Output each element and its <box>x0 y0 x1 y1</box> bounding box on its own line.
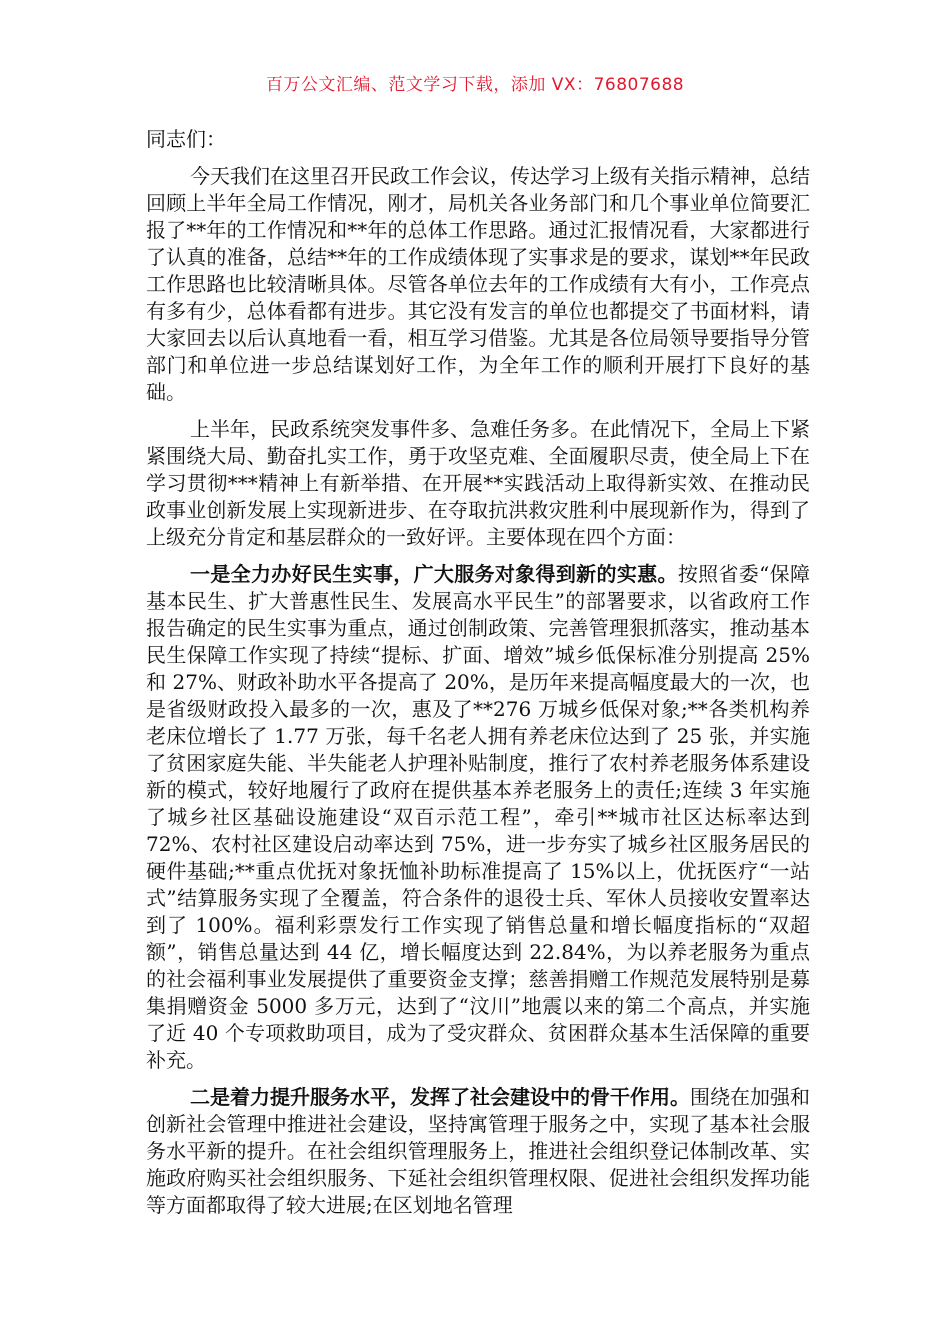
paragraph-point-two <box>146 1084 810 1219</box>
paragraph-point-one <box>146 561 810 1074</box>
paragraph-opening <box>146 163 810 406</box>
paragraph-text: 上半年，民政系统突发事件多、急难任务多。在此情况下，全局上下紧紧围绕大局、勤奋扎实工作，勇于攻坚克难、全面履职尽责，使全局上下在学习贯彻***精神上有新举措、在开展**实践活动上取得新实效、在推动民政事业创新发展上实现新进步、在夺取抗洪救灾胜利中展现新作为，得到了上级充分肯定和基层群众的一致好评。主要体现在四个方面： <box>146 417 810 549</box>
watermark-header: 百万公文汇编、范文学习下载，添加 VX：76807688 <box>265 75 685 95</box>
paragraph-lead-heading: 一是全力办好民生实事，广大服务对象得到新的实惠。 <box>190 562 678 586</box>
paragraph-text: 今天我们在这里召开民政工作会议，传达学习上级有关指示精神，总结回顾上半年全局工作情况，刚才，局机关各业务部门和几个事业单位简要汇报了**年的工作情况和**年的总体工作思路。通过汇报情况看，大家都进行了认真的准备，总结**年的工作成绩体现了实事求是的要求，谋划**年民政工作思路也比较清晰具体。尽管各单位去年的工作成绩有大有小，工作亮点有多有少，总体看都有进步。其它没有发言的单位也都提交了书面材料，请大家回去以后认真地看一看，相互学习借鉴。尤其是各位局领导要指导分管部门和单位进一步总结谋划好工作，为全年工作的顺利开展打下良好的基础。 <box>146 164 810 404</box>
paragraph-overview <box>146 416 810 551</box>
salutation: 同志们： <box>146 127 226 151</box>
document-body <box>146 126 810 1229</box>
paragraph-lead-heading: 二是着力提升服务水平，发挥了社会建设中的骨干作用。 <box>190 1085 690 1109</box>
paragraph-text: 按照省委“保障基本民生、扩大普惠性民生、发展高水平民生”的部署要求，以省政府工作报告确定的民生实事为重点，通过创制政策、完善管理狠抓落实，推动基本民生保障工作实现了持续“提标、扩面、增效”城乡低保标准分别提高 25%和 27%、财政补助水平各提高了 20%，是历年来提高幅度最大的一次，也是省级财政投入最多的一次，惠及了**276 万城乡低保对象;**各类机构养老床位增长了 1.77 万张，每千名老人拥有养老床位达到了 25 张，并实施了贫困家庭失能、半失能老人护理补贴制度，推行了农村养老服务体系建设新的模式，较好地履行了政府在提供基本养老服务上的责任;连续 3 年实施了城乡社区基础设施建设“双百示范工程”，牵引**城市社区达标率达到 72%、农村社区建设启动率达到 75%，进一步夯实了城乡社区服务居民的硬件基础;**重点优抚对象抚恤补助标准提高了 15%以上，优抚医疗“一站式”结算服务实现了全覆盖，符合条件的退役士兵、军休人员接收安置率达到了 100%。福利彩票发行工作实现了销售总量和增长幅度指标的“双超额”，销售总量达到 44 亿，增长幅度达到 22.84%，为以养老服务为重点的社会福利事业发展提供了重要资金支撑；慈善捐赠工作规范发展特别是募集捐赠资金 5000 多万元，达到了“汶川”地震以来的第二个高点，并实施了近 40 个专项救助项目，成为了受灾群众、贫困群众基本生活保障的重要补充。 <box>146 562 810 1072</box>
paragraph-text: 围绕在加强和创新社会管理中推进社会建设，坚持寓管理于服务之中，实现了基本社会服务水平新的提升。在社会组织管理服务上，推进社会组织登记体制改革、实施政府购买社会组织服务、下延社会组织管理权限、促进社会组织发挥功能等方面都取得了较大进展;在区划地名管理 <box>146 1085 810 1217</box>
